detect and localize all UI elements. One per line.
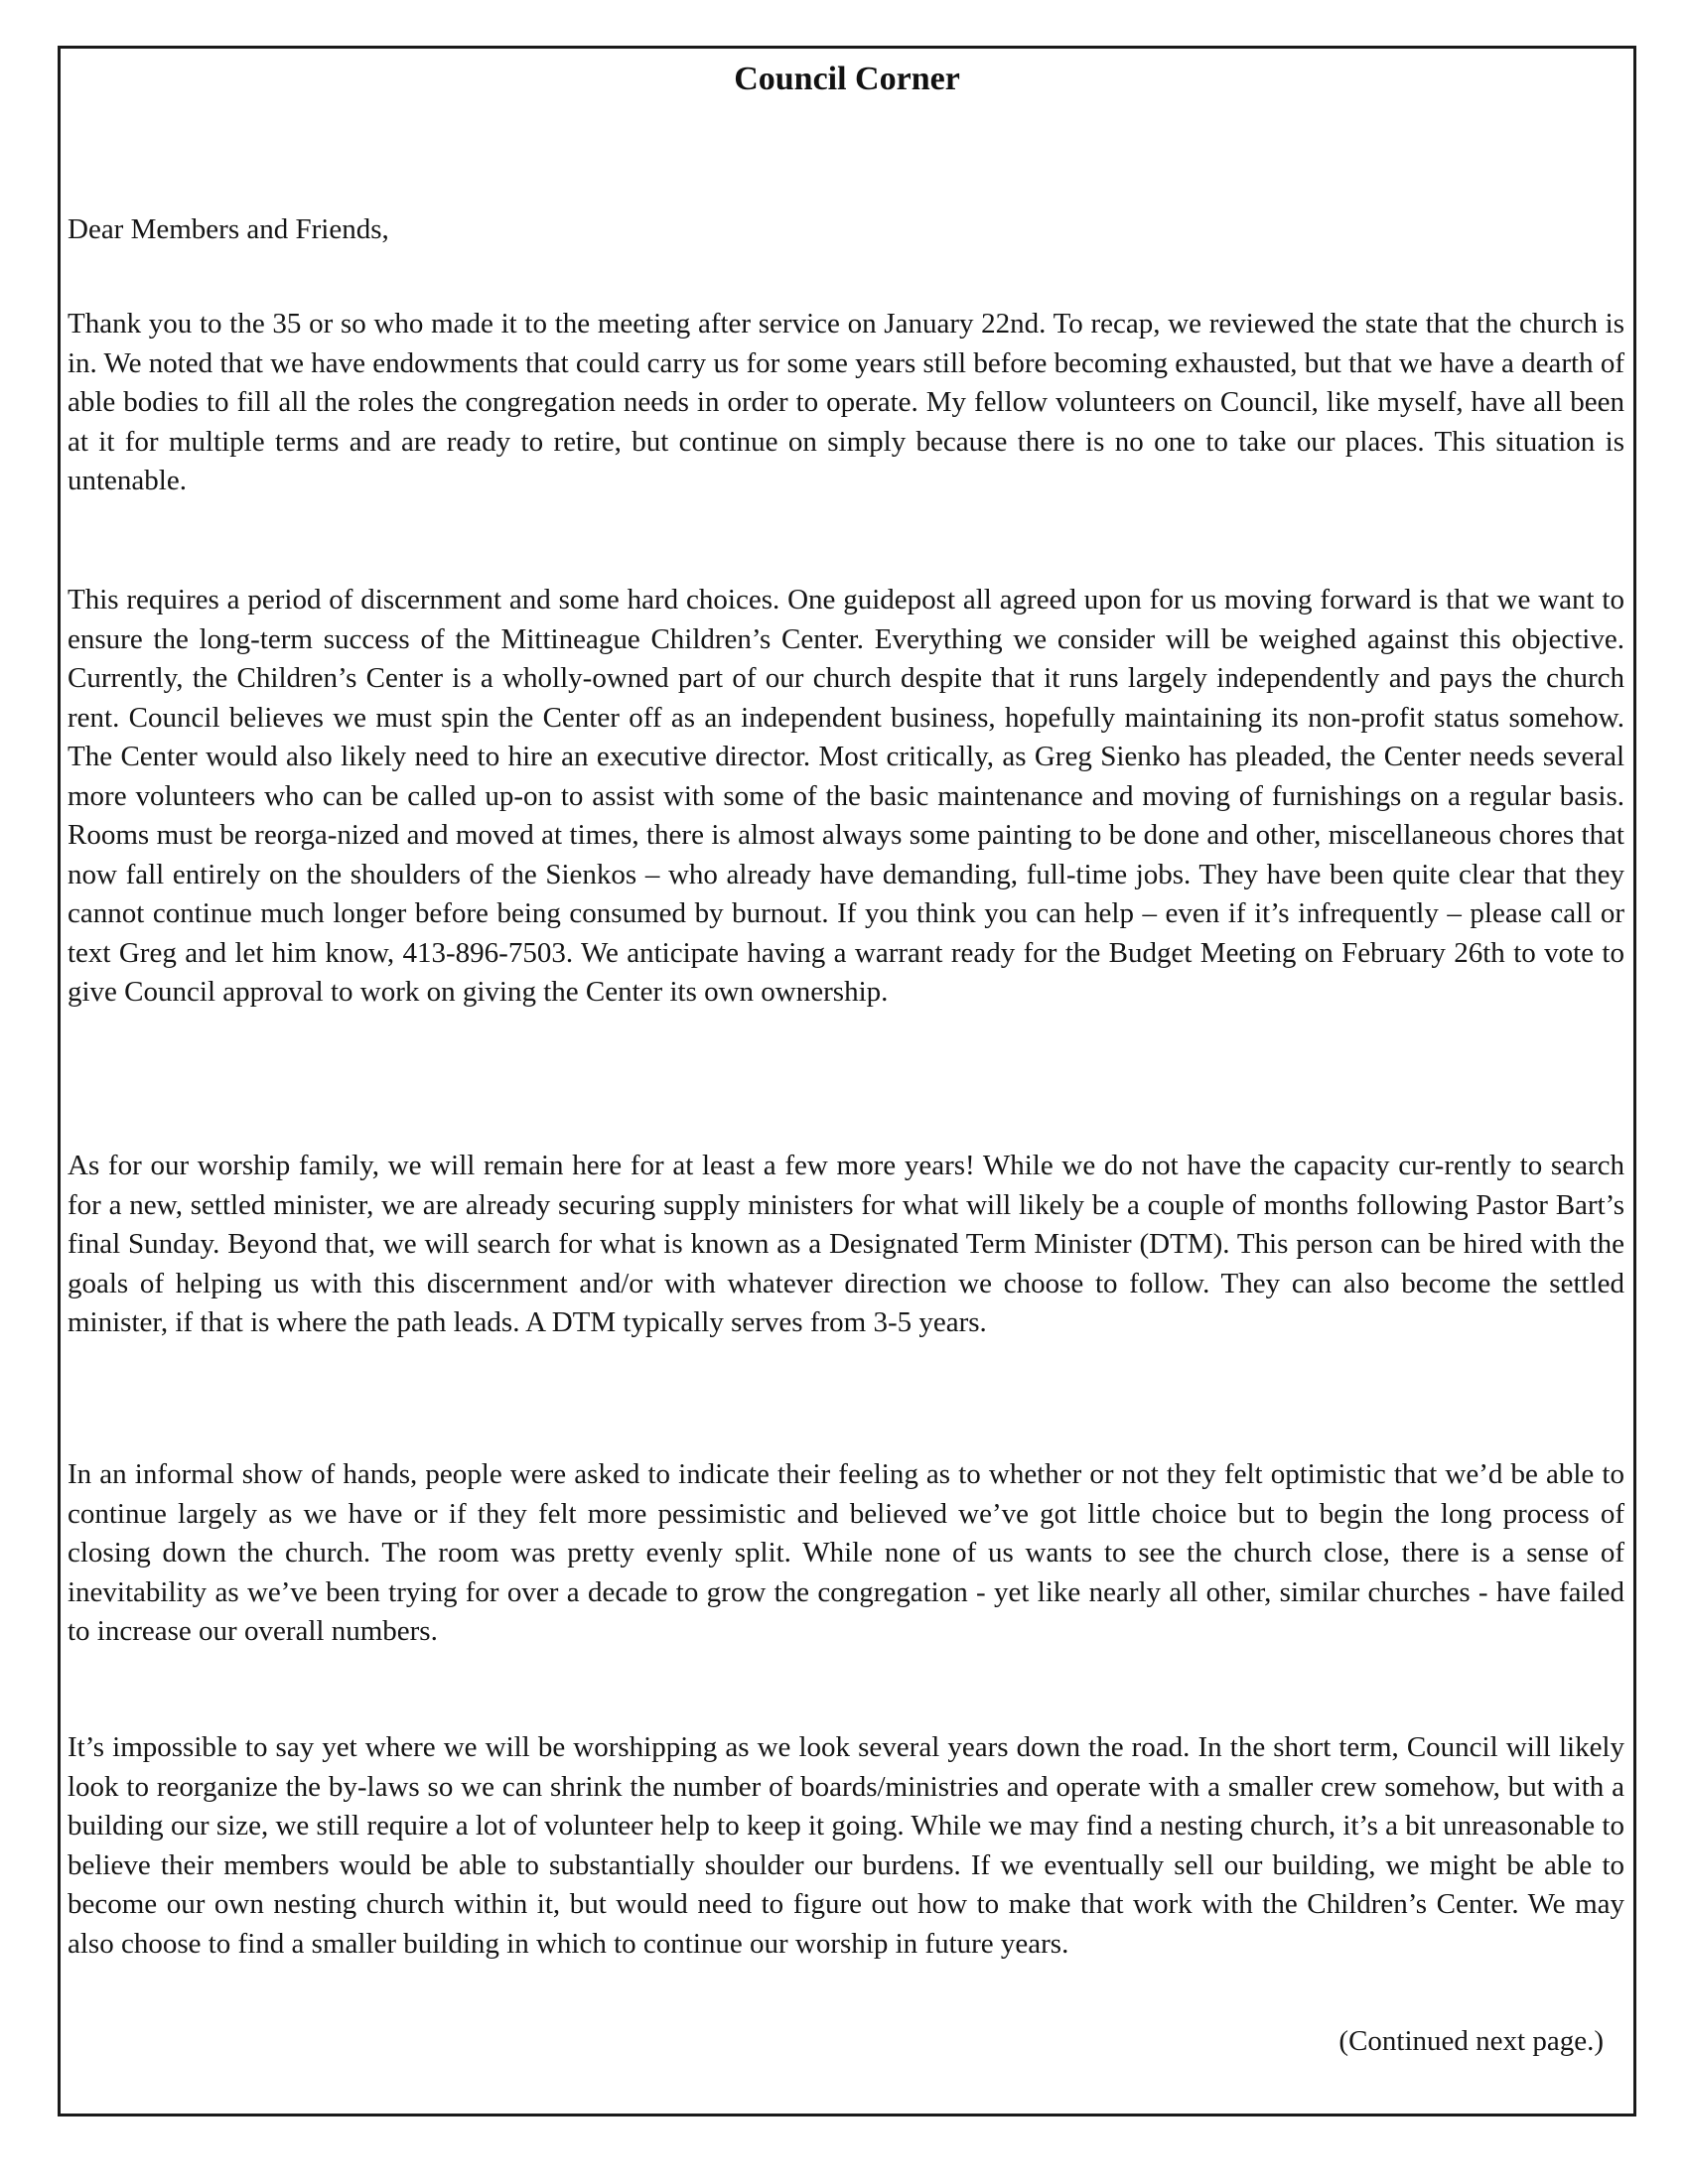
salutation: Dear Members and Friends, — [68, 213, 389, 245]
paragraph-future-worship: It’s impossible to say yet where we will be worshipping as we look several years down the road. In the short term, Council will likely look to reorganize the by-laws so we can shrink the number of boards/ministries and operate with a smaller crew somehow, but with a building our size, we still require a lot of volunteer help to keep it going. While we may find a nesting church, it’s a bit unreasonable to believe their members would be able to substantially shoulder our burdens. If we eventually sell our building, we might be able to become our own nesting church within it, but would need to figure out how to make that work with the Children’s Center. We may also choose to find a smaller building in which to continue our worship in future years. — [68, 1731, 1624, 1960]
continued-note: (Continued next page.) — [1338, 2025, 1604, 2057]
paragraph-worship-family: As for our worship family, we will remain here for at least a few more years! While we do not have the capacity cur-rently to search for a new, settled minister, we are already securing supply ministers for what will likely be a couple of months following Pastor Bart’s final Sunday. Beyond that, we will search for what is known as a Designated Term Minister (DTM). This person can be hired with the goals of helping us with this discernment and/or with whatever direction we choose to follow. They can also become the settled minister, if that is where the path leads. A DTM typically serves from 3-5 years. — [68, 1150, 1624, 1338]
paragraph-meeting-recap: Thank you to the 35 or so who made it to the meeting after service on January 22nd. To recap, we reviewed the state that the church is in. We noted that we have endowments that could carry us for some years still before becoming exhausted, but that we have a dearth of able bodies to fill all the roles the congregation needs in order to operate. My fellow volunteers on Council, like myself, have all been at it for multiple terms and are ready to retire, but continue on simply because there is no one to take our places. This situation is untenable. — [68, 308, 1624, 496]
paragraph-show-of-hands: In an informal show of hands, people were asked to indicate their feeling as to whether or not they felt optimistic that we’d be able to continue largely as we have or if they felt more pessimistic and believed we’ve got little choice but to begin the long process of closing down the church. The room was pretty evenly split. While none of us wants to see the church close, there is a sense of inevitability as we’ve been trying for over a decade to grow the congregation - yet like nearly all other, similar churches - have failed to increase our overall numbers. — [68, 1458, 1624, 1647]
article-frame — [58, 46, 1636, 2116]
paragraph-childrens-center: This requires a period of discernment and some hard choices. One guidepost all agreed upon for us moving forward is that we want to ensure the long-term success of the Mittineague Children’s Center. Everything we consider will be weighed against this objective. Currently, the Children’s Center is a wholly-owned part of our church despite that it runs largely independently and pays the church rent. Council believes we must spin the Center off as an independent business, hopefully maintaining its non-profit status somehow. The Center would also likely need to hire an executive director. Most critically, as Greg Sienko has pleaded, the Center needs several more volunteers who can be called up-on to assist with some of the basic maintenance and moving of furnishings on a regular basis. Rooms must be reorga-nized and moved at times, there is almost always some painting to be done and other, miscellaneous chores that now fall entirely on the shoulders of the Sienkos – who already have demanding, full-time jobs. They have been quite clear that they cannot continue much longer before being consumed by burnout. If you think you can help – even if it’s infrequently – please call or text Greg and let him know, 413-896-7503. We anticipate having a warrant ready for the Budget Meeting on February 26th to vote to give Council approval to work on giving the Center its own ownership. — [68, 584, 1624, 1008]
page-title: Council Corner — [734, 61, 960, 97]
